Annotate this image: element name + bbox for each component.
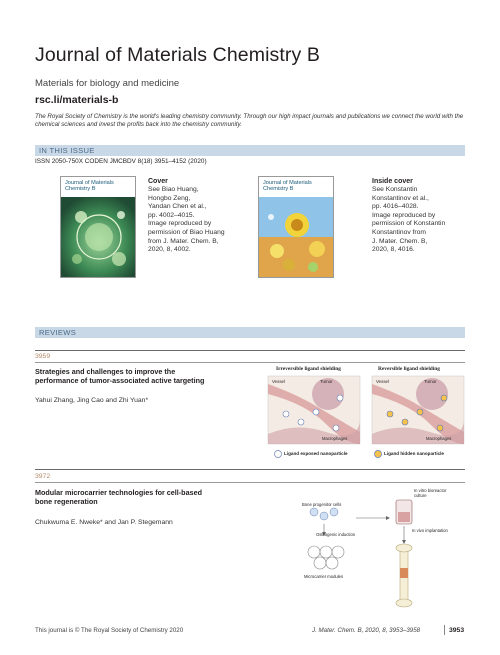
cover-desc-line: Image reproduced by (148, 220, 212, 228)
journal-subtitle: Materials for biology and medicine (35, 78, 180, 89)
article-graphic-microcarrier (296, 482, 456, 616)
divider (35, 350, 465, 351)
macrophages-label-right: Macrophages (426, 436, 452, 441)
article-title[interactable] (35, 367, 265, 386)
article-title[interactable] (35, 488, 265, 507)
inside-cover-journal-name: Journal of Materials Chemistry B (263, 180, 312, 193)
cover-desc-line: Konstantinov et al., (372, 194, 429, 202)
cover-desc-line: from J. Mater. Chem. B, (148, 237, 219, 245)
article-title-line: Modular microcarrier technologies for cell-based (35, 488, 202, 497)
cover-desc-line: pp. 4016–4028. (372, 203, 419, 211)
cover-description (148, 186, 258, 255)
article-title-line: bone regeneration (35, 497, 98, 507)
journal-url[interactable]: rsc.li/materials-b (35, 94, 119, 106)
divider (35, 469, 465, 470)
macrophages-label-left: Macrophages (322, 436, 348, 441)
cover-desc-line: pp. 4002–4015. (148, 211, 195, 219)
inside-cover-label: Inside cover (372, 178, 413, 185)
journal-title: Journal of Materials Chemistry B (35, 44, 320, 66)
front-cover-thumbnail[interactable] (60, 176, 136, 278)
legend-ligand-hidden: Ligand hidden nanoparticle (384, 451, 444, 456)
cover-desc-line: Yandan Chen et al., (148, 203, 207, 211)
bioreactor-label: In vitro bioreactor culture (414, 488, 447, 498)
in-this-issue-bar: IN THIS ISSUE (35, 145, 465, 156)
osteogenic-induction-label: Osteogenic induction (316, 532, 356, 537)
cover-desc-line: Hongbo Zeng, (148, 194, 191, 202)
article-title-line: Strategies and challenges to improve the (35, 367, 176, 376)
bone-progenitor-label: Bone progenitor cells (302, 502, 342, 507)
vessel-label-right: Vessel (376, 379, 389, 384)
inside-cover-thumbnail[interactable] (258, 176, 334, 278)
footer-copyright: This journal is © The Royal Society of Chemistry 2020 (35, 627, 184, 634)
footer-page-number: 3953 (449, 627, 465, 634)
cover-desc-line: See Konstantin (372, 186, 418, 193)
microcarrier-label: Microcarrier modules (304, 574, 344, 579)
implantation-label: In vivo implantation (412, 528, 448, 533)
tumor-label-left: Tumor (320, 379, 333, 384)
journal-intro: The Royal Society of Chemistry is the world's leading chemistry community. Through our high impact journals and publications we connect the world with the chemical sciences and invest the profits back into the chemistry community. (35, 113, 464, 129)
front-cover-journal-name: Journal of Materials Chemistry B (65, 180, 114, 193)
right-panel-heading: Reversible ligand shielding (378, 366, 441, 372)
cover-desc-line: 2020, 8, 4002. (148, 246, 191, 254)
article-graphic-ligand-shielding (266, 364, 466, 464)
issn-line: ISSN 2050-750X CODEN JMCBDV 8(18) 3951–4152 (2020) (35, 158, 207, 165)
cover-desc-line: permission of Konstantin (372, 220, 446, 228)
legend-ligand-exposed: Ligand exposed nanoparticle (284, 451, 348, 456)
cover-label: Cover (148, 178, 168, 185)
footer-separator (444, 625, 445, 635)
article-title-line: performance of tumor-associated active targeting (35, 376, 205, 386)
inside-cover-description (372, 186, 472, 255)
cover-desc-line: 2020, 8, 4016. (372, 246, 415, 254)
article-authors: Chukwuma E. Nweke* and Jan P. Stegemann (35, 519, 173, 526)
article-page-number: 3959 (35, 353, 51, 360)
left-panel-heading: Irreversible ligand shielding (276, 366, 341, 372)
cover-caption (148, 178, 258, 255)
article-page-number: 3972 (35, 473, 51, 480)
cover-desc-line: Image reproduced by (372, 211, 436, 219)
reviews-bar: REVIEWS (35, 327, 465, 338)
cover-desc-line: permission of Biao Huang (148, 228, 225, 236)
article-authors: Yahui Zhang, Jing Cao and Zhi Yuan* (35, 397, 149, 404)
divider (35, 362, 465, 363)
tumor-label-right: Tumor (424, 379, 437, 384)
cover-desc-line: Konstantinov from (372, 228, 426, 236)
inside-cover-caption (372, 178, 472, 255)
vessel-label-left: Vessel (272, 379, 285, 384)
cover-desc-line: J. Mater. Chem. B, (372, 237, 428, 245)
cover-desc-line: See Biao Huang, (148, 186, 199, 193)
footer-citation: J. Mater. Chem. B, 2020, 8, 3953–3958 (312, 627, 421, 634)
